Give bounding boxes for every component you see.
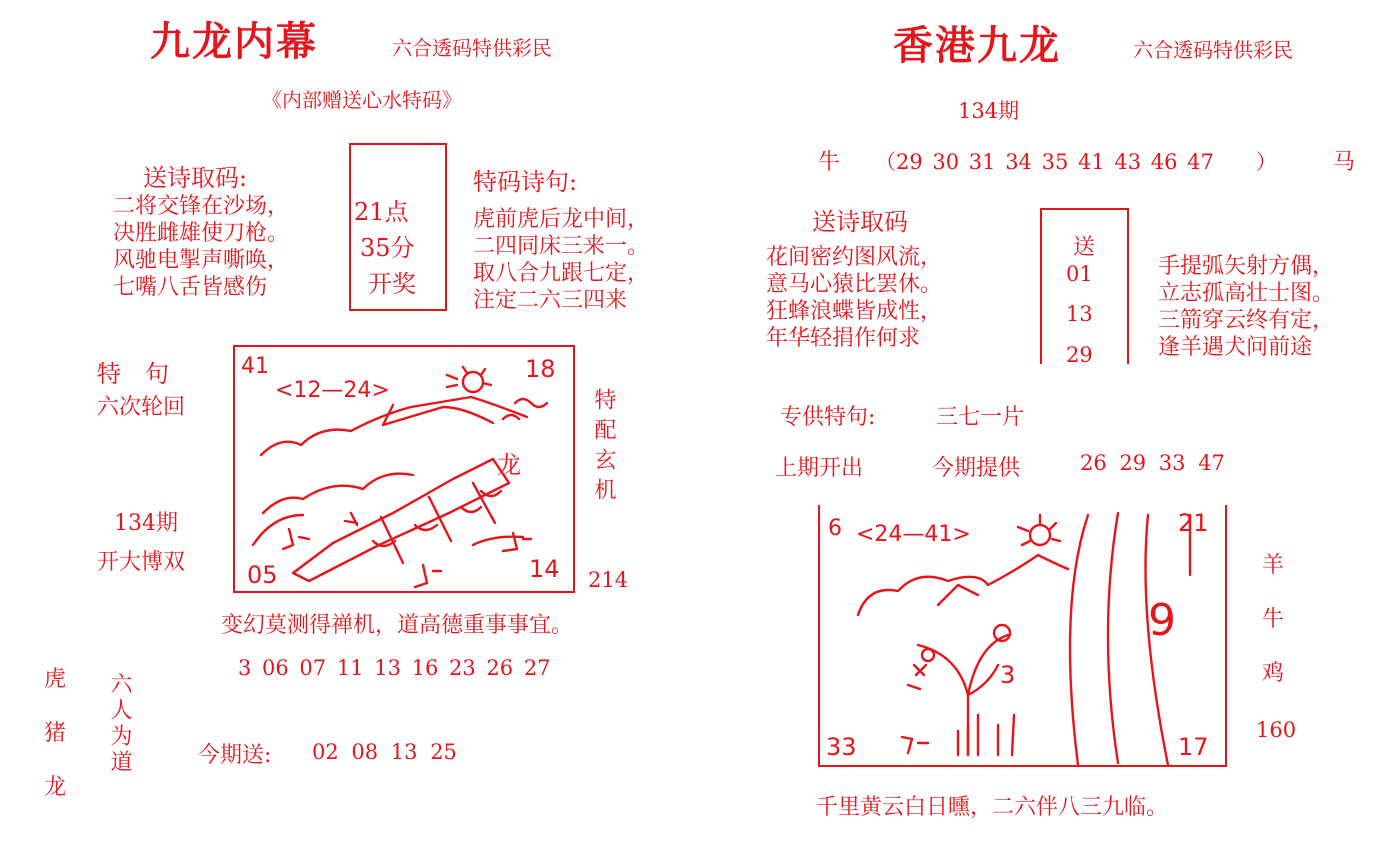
right-subtitle: 六合透码特供彩民: [1133, 38, 1293, 62]
this-period-label: 今期提供: [932, 456, 1021, 481]
line-end: 马: [1333, 150, 1356, 175]
right-side-number: 160: [1256, 718, 1297, 742]
right-poem-heading: 送诗取码: [812, 208, 908, 236]
draw-time-label: 开奖: [368, 270, 416, 298]
right-sketch-drawing: [818, 505, 1227, 767]
last-period-label: 上期开出: [775, 456, 864, 481]
left-pic-corner-bl: 05: [247, 561, 278, 589]
right-poem-left-line: 花间密约图风流，: [766, 245, 943, 270]
line-numbers: （29 30 31 34 35 41 43 46 47 ）: [875, 150, 1277, 174]
animal-dragon: 龙: [44, 775, 67, 800]
left-period-value: 开大博双: [97, 550, 186, 575]
six-people: 六人为道: [107, 672, 132, 776]
right-pic-range: <24—41>: [856, 522, 971, 547]
special-poem-line: 虎前虎后龙中间，: [473, 207, 650, 232]
line-start: 牛: [818, 150, 841, 175]
right-verse: 千里黄云白日曛，二六伴八三九临。: [816, 795, 1169, 820]
today-label: 今期送:: [198, 743, 272, 768]
left-pic-corner-br: 14: [529, 555, 560, 583]
special-poem: [473, 206, 649, 314]
special-sentence-value: 三七一片: [936, 405, 1025, 430]
draw-time-minute: 35分: [360, 234, 415, 262]
left-sketch-drawing: [233, 345, 575, 593]
side-animal-goat: 羊: [1262, 553, 1285, 578]
animal-tiger: 虎: [44, 667, 67, 692]
right-poem-left-line: 年华轻捐作何求: [766, 326, 921, 351]
right-poem-left-line: 狂蜂浪蝶皆成性，: [766, 299, 943, 324]
right-pic-digit-small: 3: [1000, 661, 1016, 689]
special-heading: 特码诗句:: [473, 168, 578, 196]
special-poem-line: 注定二六三四来: [473, 288, 628, 313]
draw-time-hour: 21点: [354, 198, 409, 226]
left-poem-line: 风驰电掣声嘶唤，: [113, 248, 290, 273]
left-period: 134期: [114, 511, 178, 536]
special-poem-line: 取八合九跟七定，: [473, 261, 650, 286]
left-tagline: 《内部赠送心水特码》: [262, 88, 462, 112]
right-poem-right-line: 逢羊遇犬问前途: [1158, 335, 1313, 360]
right-pic-digit: 9: [1148, 595, 1176, 646]
right-poem-right-line: 手提弧矢射方偶，: [1158, 254, 1335, 279]
animal-pig: 猪: [44, 721, 67, 746]
send-number: 13: [1066, 302, 1093, 326]
left-verse: 变幻莫测得禅机，道高德重事事宜。: [221, 613, 574, 638]
right-pic-corner-tl: 6: [828, 516, 842, 541]
right-poem-right-line: 三箭穿云终有定，: [1158, 308, 1335, 333]
right-title: 香港九龙: [893, 22, 1061, 69]
right-poem-right-line: 立志孤高壮士图。: [1158, 281, 1335, 306]
right-pic-corner-br: 17: [1178, 733, 1209, 761]
left-subtitle: 六合透码特供彩民: [392, 36, 552, 60]
send-label: 送: [1073, 235, 1096, 260]
right-poem-left-line: 意马心猿比罢休。: [766, 272, 943, 297]
today-numbers: 02 08 13 25: [312, 740, 457, 764]
side-animal-rooster: 鸡: [1262, 661, 1285, 686]
right-poem-left: [766, 244, 942, 352]
left-poem: [113, 193, 289, 301]
left-pic-dragon-char: 龙: [497, 451, 521, 479]
right-pic-corner-bl: 33: [826, 733, 857, 761]
left-side-number: 214: [588, 568, 629, 592]
left-poem-heading: 送诗取码:: [143, 164, 248, 192]
left-poem-line: 二将交锋在沙场，: [113, 194, 290, 219]
side-vertical: 特配玄机: [591, 388, 616, 508]
sun-icon: [1030, 525, 1050, 545]
te-ju-value: 六次轮回: [97, 395, 186, 420]
left-poem-line: 决胜雌雄使刀枪。: [113, 221, 290, 246]
te-ju-label: 特 句: [97, 360, 169, 388]
left-title: 九龙内幕: [150, 18, 318, 65]
left-poem-line: 七嘴八舌皆感伤: [113, 275, 268, 300]
special-poem-line: 二四同床三来一。: [473, 234, 650, 259]
send-number: 01: [1066, 262, 1093, 286]
right-pic-corner-tr: 21: [1178, 509, 1209, 537]
right-poem-right: [1158, 253, 1334, 361]
left-pic-corner-tl: 41: [241, 354, 269, 379]
left-pic-corner-tr: 18: [525, 355, 556, 383]
left-numbers: 3 06 07 11 13 16 23 26 27: [238, 656, 551, 680]
this-period-numbers: 26 29 33 47: [1080, 451, 1225, 475]
special-sentence-label: 专供特句:: [780, 405, 876, 430]
right-period: 134期: [958, 99, 1020, 123]
left-pic-range: <12—24>: [275, 378, 390, 403]
send-number: 29: [1066, 343, 1093, 367]
side-animal-ox: 牛: [1262, 607, 1285, 632]
